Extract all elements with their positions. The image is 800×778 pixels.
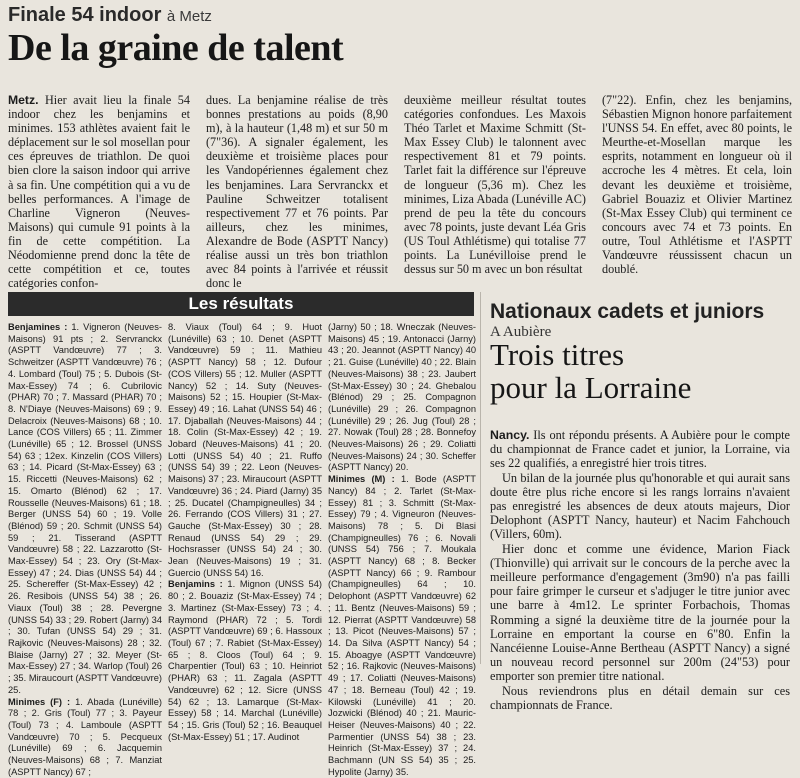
kicker-location: à Metz [166, 8, 212, 25]
kicker [8, 4, 212, 27]
results-label-minimes-f: Minimes (F) : [8, 696, 71, 707]
dateline: Metz. [8, 93, 39, 107]
results-text-1b: 1. Abada (Lunéville) 78 ; 2. Gris (Toul) 77 ; 3. Payeur (Toul) 73 ; 4. Lamboule (ASPTT Vandœuvre) 70 ; 5. Pecqueux (Lunéville) 69 ; 6. Jacquemin (Neuves-Maisons) 68 ; 7. Manziat (ASPTT Nancy) 67 ; [8, 696, 162, 777]
kicker-title: Finale 54 indoor [8, 4, 162, 26]
intro-column-1 [8, 93, 190, 290]
results-column-2 [168, 322, 322, 742]
side-article-kicker: Nationaux cadets et juniors [490, 300, 765, 323]
intro-text-4: (7"22). Enfin, chez les benjamins, Sébastien Mignon honore parfaitement l'UNSS 54. En effet, avec 80 points, le Meurthe-et-Mosellan marque les esprits, notamment en longueur où il accroche les 4 mètres. Et cela, loin devant les deuxième et troisième, Gabriel Bouaziz et Olivier Martinez (St-Max Essey Club) qui terminent ce concours avec 74 et 73 points. En outre, Toul Athlétisme et l'ASPTT Vandœuvre réussissent chacun un doublé. [602, 93, 792, 277]
side-paragraph-2: Un bilan de la journée plus qu'honorable et qui aurait sans doute être plus riche encore si les rangs lorrains n'avaient pas enregistré les absences de deux atouts majeurs, Dior Delophont (ASPTT Nancy, hauteur) et Nacim Fahchouch (Villers, 60m). [490, 470, 790, 542]
intro-text-3: deuxième meilleur résultat toutes catégories confondues. Les Maxois Théo Tarlet et Maxime Schmitt (St-Max Essey Club) le talonnent avec respectivement 81 et 79 points. Tarlet fait la différence sur l'épreuve de longueur (5,36 m). Chez les minimes, Liza Abada (Lunéville AC) prend de peu la tête du concours avec 78 points, juste devant Léa Gris (US Toul Athlétisme) qui totalise 77 points. La Lunévilloise prend le dessus sur 50 m avec un bon résultat [404, 93, 586, 277]
side-headline-line-2: pour la Lorraine [490, 370, 692, 405]
side-article-location: A Aubière [490, 324, 552, 340]
results-label-benjamins: Benjamins : [168, 579, 223, 590]
results-label-benjamines: Benjamines : [8, 322, 68, 332]
column-divider [480, 292, 481, 664]
results-text-2: 8. Viaux (Toul) 64 ; 9. Huot (Lunéville) 63 ; 10. Denet (ASPTT Vandœuvre) 59 ; 11. Mathieu (ASPTT Nancy) 58 ; 12. Dufour (COS Villers) 55 ; 12. Muller (ASPTT Nancy) 52 ; 14. Suty (Neuves-Maisons) 52 ; 15. Houpier (St-Max-Essey) 49 ; 16. Lahat (UNSS 54) 46 ; 17. Djaballah (Neuves-Maisons) 44 ; 18. Colin (St-Max-Essey) 42 ; 19. Jobard (Neuves-Maisons) 41 ; 20. Lotti (UNSS 54) 40 ; 21. Ruffo (UNSS 54) 39 ; 22. Leon (Neuves-Maisons) 37 ; 23. Miraucourt (ASPTT Vandœuvre) 36 ; 24. Piard (Jarny) 35 ; 25. Ducatel (Champigneulles) 34 ; 26. Ferrando (COS Villers) 31 ; 27. Gauche (St-Max-Essey) 30 ; 28. Renaud (UNSS 54) 29 ; 29. Hochsrasser (UNSS 54) 24 ; 30. Jean (Neuves-Maisons) 19 ; 31. Guercio (UNSS 54) 16. [168, 322, 322, 578]
results-banner: Les résultats [8, 292, 474, 316]
side-paragraph-1 [490, 428, 790, 471]
results-text-3: (Jarny) 50 ; 18. Wneczak (Neuves-Maisons) 45 ; 19. Antonacci (Jarny) 43 ; 20. Jeannot (ASPTT Nancy) 40 ; 21. Guise (Lunéville) 40 ; 22. Blain (Neuves-Maisons) 38 ; 23. Jaubert (St-Max-Essey) 30 ; 24. Ghebalou (Blénod) 29 ; 25. Compagnon (Lunéville) 29 ; 26. Compagnon (Lunéville) 29 ; 26. Jug (Toul) 28 ; 27. Nowak (Toul) 28 ; 28. Bonnefoy (Neuves-Maisons) 26 ; 29. Coliatti (Neuves-Maisons) 24 ; 30. Scheffer (ASPTT Nancy) 20. [328, 322, 476, 473]
intro-text-1: Hier avait lieu la finale 54 indoor chez les benjamins et minimes. 153 athlètes avaient fait le déplacement sur le sol mosellan pour ces épreuves de triathlon. De quoi bien clore la saison indoor qui arrive à sa fin. Une compétition qui a vu de belles performances. A l'image de Charline Vigneron (Neuves-Maisons) qui cumule 91 points à la fin de cette compétition. La Néodomienne prend donc la tête de cette compétition et ce, toutes catégories confon- [8, 93, 190, 291]
results-column-1 [8, 322, 162, 777]
side-dateline: Nancy. [490, 428, 530, 442]
side-article-headline [490, 338, 790, 404]
results-label-minimes-m: Minimes (M) : [328, 474, 395, 485]
headline: De la graine de talent [8, 27, 344, 69]
intro-column-4 [602, 93, 792, 276]
results-text-2b: 1. Mignon (UNSS 54) 80 ; 2. Bouaziz (St-Max-Essey) 74 ; 3. Martinez (St-Max-Essey) 73 ; 4. Raymond (PHAR) 72 ; 5. Tordi (ASPTT Vandœuvre) 69 ; 6. Hassoux (Toul) 67 ; 7. Rabiet (St-Max-Essey) 65 ; 8. Cloos (Toul) 64 ; 9. Charpentier (Toul) 63 ; 10. Heinriot (PHAR) 63 ; 11. Zagala (ASPTT Vandœuvre) 62 ; 12. Sicre (UNSS 54) 62 ; 13. Lamarque (St-Max-Essey) 58 ; 14. Marchal (Lunéville) 54 ; 15. Gris (Toul) 52 ; 16. Beauquel (St-Max-Essey) 51 ; 17. Audinot [168, 579, 322, 742]
results-column-3 [328, 322, 476, 777]
results-text-1: 1. Vigneron (Neuves-Maisons) 91 pts ; 2. Servranckx (ASPTT Vandœuvre) 77 ; 3. Schweitzer (ASPTT Vandœuvre) 76 ; 4. Lombard (Toul) 75 ; 5. Dubois (St-Max-Essey) 74 ; 6. Cubrilovic (PHAR) 70 ; 7. Massard (PHAR) 70 ; 8. N'Diaye (Neuves-Maisons) 69 ; 9. Delacroix (Neuves-Maisons) 68 ; 10. Lance (COS Villers) 65 ; 11. Zimmer (Lunéville) 65 ; 12. Brossel (UNSS 54) 63 ; 12ex. Kinzelin (COS Villers) 63 ; 14. Picard (St-Max-Essey) 63 ; 15. Riccetti (Neuves-Maisons) 62 ; 15. Omarto (Blénod) 62 ; 17. Rousselle (Neuves-Maisons) 61 ; 18. Berger (UNSS 54) 60 ; 19. Volle (Blénod) 59 ; 20. Schmit (UNSS 54) 59 ; 21. Tisserand (ASPTT Vandœuvre) 58 ; 22. Lazzarotto (St-Max-Essey) 54 ; 23. Ory (St-Max-Essey) 47 ; 24. Dias (UNSS 54) 44 ; 25. Schereffer (St-Max-Essey) 42 ; 26. Resibois (UNSS 54) 38 ; 26. Viaux (Toul) 38 ; 28. Pevergne (UNSS 54) 33 ; 29. Robert (Jarny) 34 ; 30. Tufan (UNSS 54) 29 ; 31. Rajkovic (Neuves-Maisons) 28 ; 32. Blaise (Jarny) 27 ; 32. Meyer (St-Max-Essey) 27 ; 34. Warlop (Toul) 26 ; 35. Miraucourt (ASPTT Vandœuvre) 25. [8, 322, 162, 695]
side-paragraph-4: Nous reviendrons plus en détail demain sur ces championnats de France. [490, 683, 790, 712]
intro-column-3 [404, 93, 586, 276]
side-paragraph-1-text: Ils ont répondu présents. A Aubière pour le compte du championnat de France cadet et junior, la Lorraine, via ses 22 qualifiés, a enregistré hier trois titres. [490, 428, 790, 471]
side-article-body [490, 428, 790, 712]
side-paragraph-3: Hier donc et comme une évidence, Marion Fiack (Thionville) qui arrivait sur le concours de la perche avec la meilleure performance d'engagement (3m90) n'a pas failli pour faire grimper le curseur et s'adjuger le titre junior avec une barre à 4m12. Le sprinter Forbachois, Thomas Romming a signé la deuxième titre de la journée pour la Lorraine en emportant la course en 6"80. Enfin la Nancéienne Louise-Anne Bertheau (ASPTT Nancy) a signé un nouveau record personnel sur 200m (24"53) pour emporter son premier titre national. [490, 541, 790, 684]
results-text-3b: 1. Bode (ASPTT Nancy) 84 ; 2. Tarlet (St-Max-Essey) 81 ; 3. Schmitt (St-Max-Essey) 79 ; 4. Vigneuron (Neuves-Maisons) 78 ; 5. Di Blasi (Champigneulles) 76 ; 6. Novali (UNSS 54) 756 ; 7. Moukala (ASPTT Nancy) 68 ; 8. Becker (ASPTT Nancy) 66 ; 9. Rambour (Champigneulles) 64 ; 10. Delophont (ASPTT Vandœuvre) 62 ; 11. Bentz (Neuves-Maisons) 59 ; 12. Pierrat (ASPTT Vandœuvre) 58 ; 13. Picot (Neuves-Maisons) 57 ; 14. Da Silva (ASPTT Nancy) 54 ; 15. Aboagye (ASPTT Vandœuvre) 52 ; 16. Rajkovic (Neuves-Maisons) 49 ; 17. Coliatti (Neuves-Maisons) 47 ; 18. Berneau (Toul) 42 ; 19. Kilowski (Lunéville) 41 ; 20. Jozwicki (Blénod) 40 ; 21. Mauric- Heiser (Neuves-Maisons) 40 ; 22. Parmentier (UNSS 54) 38 ; 23. Heinrich (St-Max-Essey) 37 ; 24. Bachmann (UN SS 54) 35 ; 25. Hypolite (Jarny) 35. [328, 474, 476, 777]
side-headline-line-1: Trois titres [490, 337, 625, 372]
intro-column-2 [206, 93, 388, 290]
intro-text-2: dues. La benjamine réalise de très bonnes prestations au poids (8,90 m), à la hauteur (1,48 m) et sur 50 m (7"36). A signaler également, les deuxième et troisième places pour les Vandopériennes également chez les benjamines. Lara Servranckx et Pauline Schweitzer totalisent respectivement 77 et 76 points. Par ailleurs, chez les minimes, Alexandre de Bode (ASPTT Nancy) réalise aussi un très bon triathlon avec 84 points à l'arrivée et réussit donc le [206, 93, 388, 291]
